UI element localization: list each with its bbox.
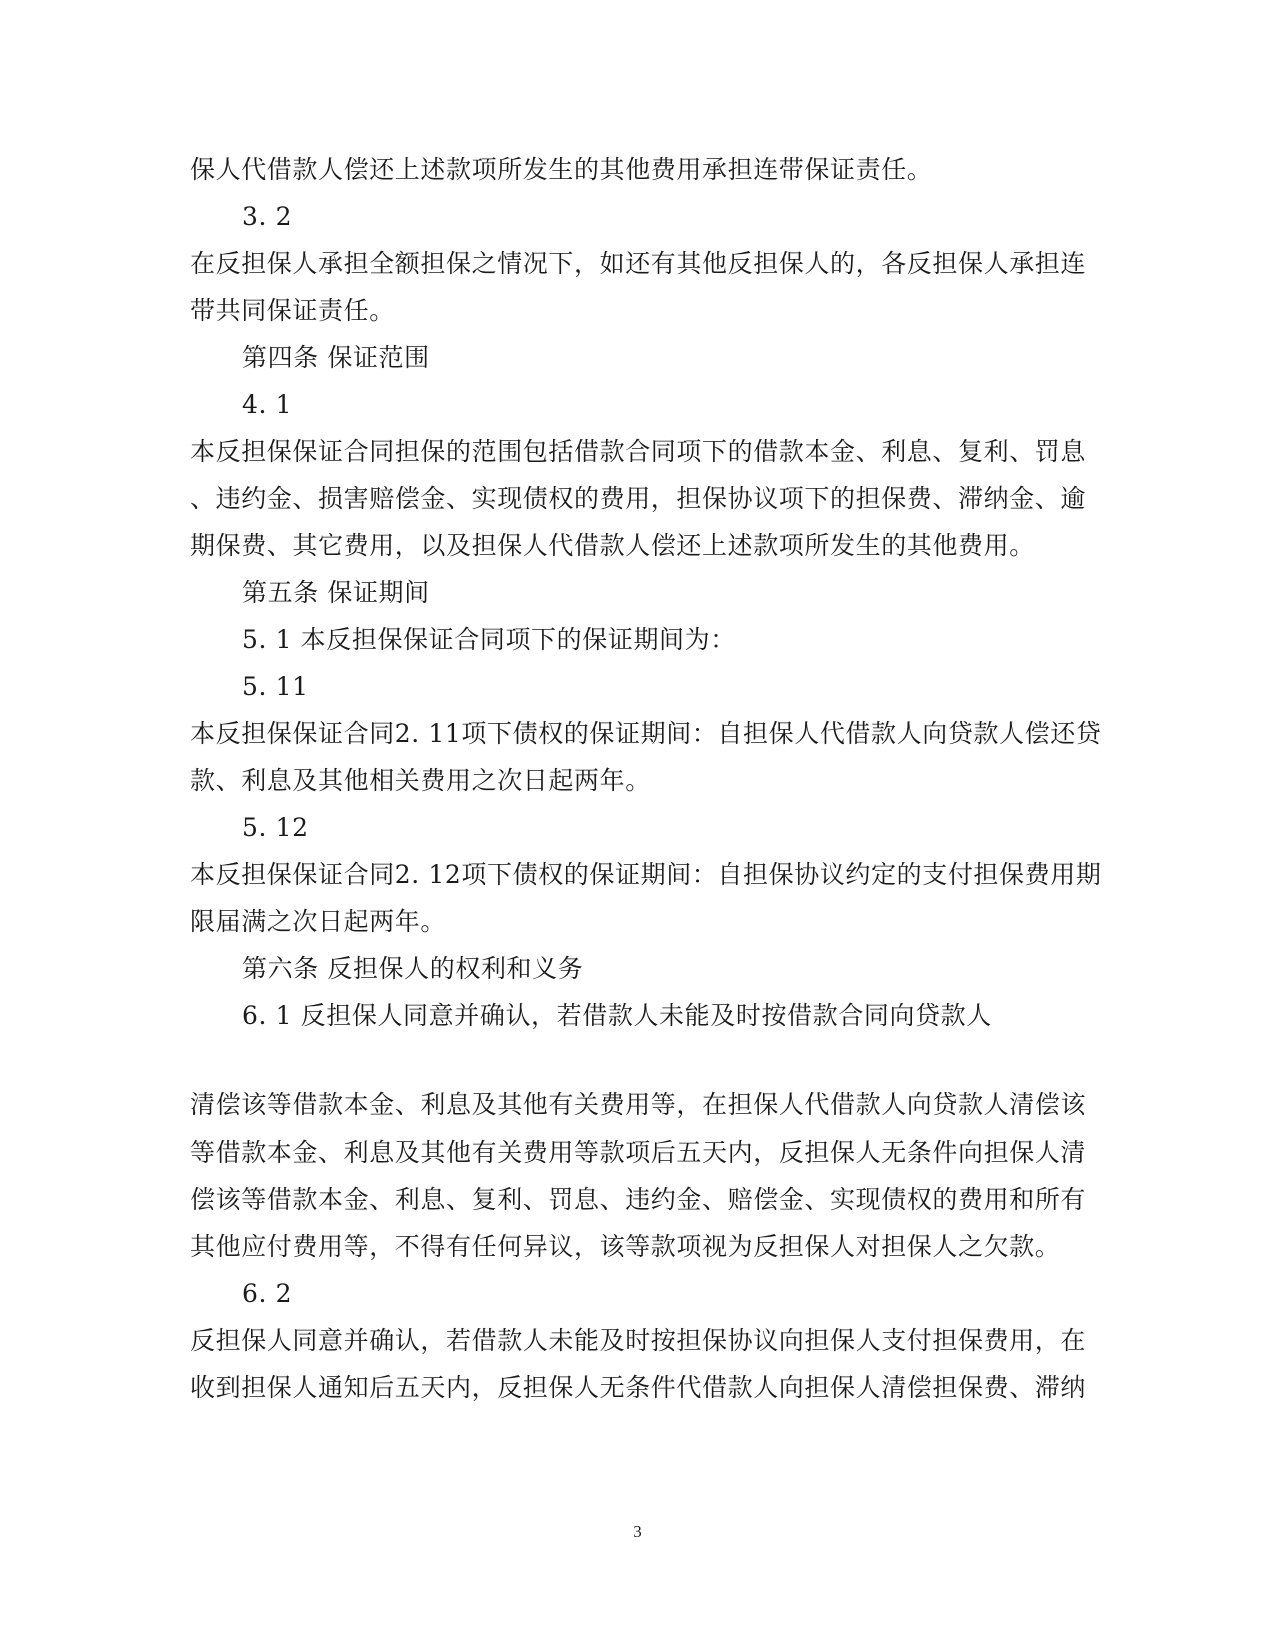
text-line: 收到担保人通知后五天内，反担保人无条件代借款人向担保人清偿担保费、滞纳 <box>190 1373 1087 1402</box>
text-line: 在反担保人承担全额担保之情况下，如还有其他反担保人的，各反担保人承担连 <box>190 249 1087 278</box>
text-line: 反担保人同意并确认，若借款人未能及时按担保协议向担保人支付担保费用，在 <box>190 1326 1087 1355</box>
clause-number: 3. 2 <box>242 202 293 231</box>
text-line: 、违约金、损害赔偿金、实现债权的费用，担保协议项下的担保费、滞纳金、逾 <box>190 484 1087 513</box>
text-line: 其他应付费用等，不得有任何异议，该等款项视为反担保人对担保人之欠款。 <box>190 1232 1061 1261</box>
text-line: 期保费、其它费用，以及担保人代借款人偿还上述款项所发生的其他费用。 <box>190 531 1035 560</box>
clause-number: 5. 11 <box>242 672 309 701</box>
page-number: 3 <box>633 1522 642 1541</box>
clause-number: 6. 2 <box>242 1279 293 1308</box>
text-line: 偿该等借款本金、利息、复利、罚息、违约金、赔偿金、实现债权的费用和所有 <box>190 1185 1087 1214</box>
text-line: 限届满之次日起两年。 <box>190 907 447 936</box>
text-line: 等借款本金、利息及其他有关费用等款项后五天内，反担保人无条件向担保人清 <box>190 1138 1087 1167</box>
text-line: 本反担保保证合同2. 12项下债权的保证期间：自担保协议约定的支付担保费用期 <box>190 860 1102 889</box>
article-heading: 第四条 保证范围 <box>242 343 430 372</box>
text-line: 本反担保保证合同担保的范围包括借款合同项下的借款本金、利息、复利、罚息 <box>190 437 1087 466</box>
text-line: 款、利息及其他相关费用之次日起两年。 <box>190 766 651 795</box>
clause-text: 5. 1 本反担保保证合同项下的保证期间为： <box>242 625 736 654</box>
clause-number: 5. 12 <box>242 813 309 842</box>
text-line: 清偿该等借款本金、利息及其他有关费用等，在担保人代借款人向贷款人清偿该 <box>190 1090 1087 1119</box>
clause-text: 6. 1 反担保人同意并确认，若借款人未能及时按借款合同向贷款人 <box>242 1001 992 1030</box>
text-line: 带共同保证责任。 <box>190 296 395 325</box>
text-line: 本反担保保证合同2. 11项下债权的保证期间：自担保人代借款人向贷款人偿还贷 <box>190 719 1102 748</box>
text-line: 保人代借款人偿还上述款项所发生的其他费用承担连带保证责任。 <box>190 155 933 184</box>
clause-number: 4. 1 <box>242 390 293 419</box>
article-heading: 第六条 反担保人的权利和义务 <box>242 954 584 983</box>
article-heading: 第五条 保证期间 <box>242 578 430 607</box>
